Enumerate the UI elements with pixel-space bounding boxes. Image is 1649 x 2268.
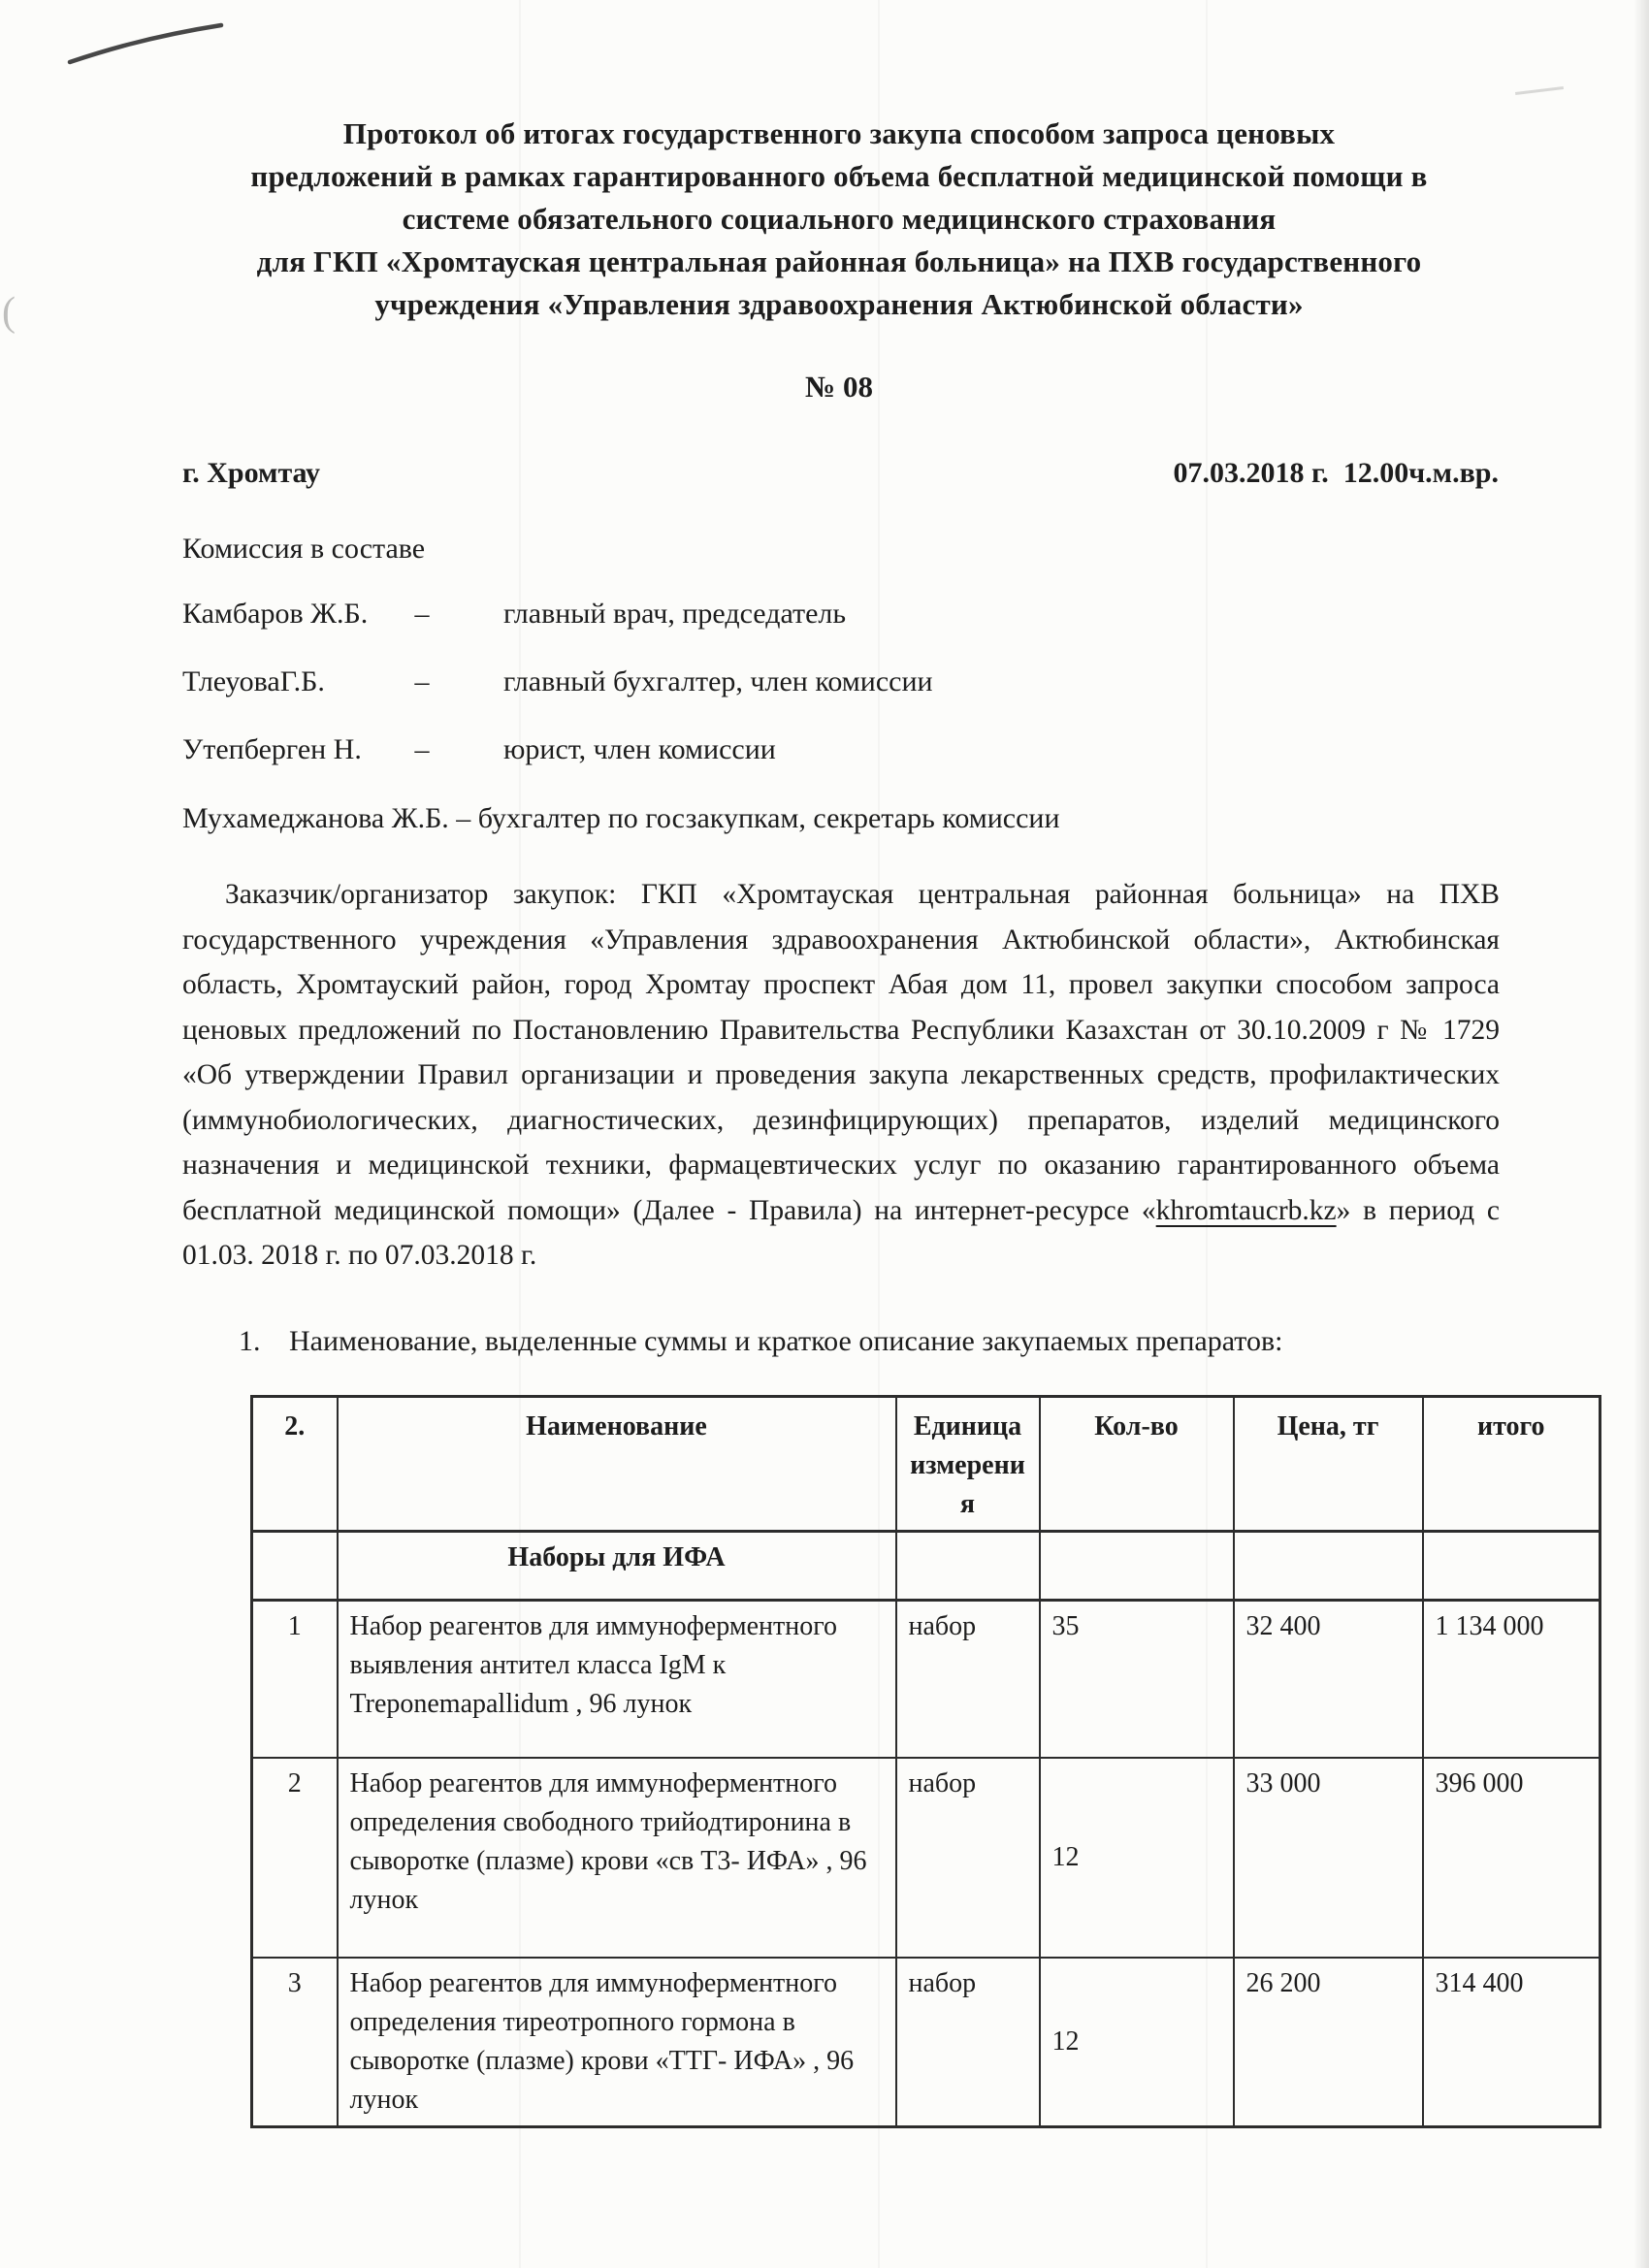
col-header-total: итого [1423, 1397, 1600, 1532]
cell-unit: набор [896, 1958, 1040, 2127]
commission-member-row [182, 733, 1443, 766]
cell-empty [896, 1532, 1040, 1601]
col-header-qty: Кол-во [1040, 1397, 1234, 1532]
date-time-label: 07.03.2018 г. 12.00ч.м.вр. [1173, 457, 1499, 489]
paragraph-text: » в период с 01.03. 2018 г. по 07.03.2018 г. [182, 1194, 1500, 1271]
cell-empty [1040, 1532, 1234, 1601]
col-header-price: Цена, тг [1234, 1397, 1423, 1532]
cell-qty: 35 [1040, 1601, 1234, 1759]
website-link: khromtaucrb.kz [1155, 1194, 1337, 1226]
cell-unit: набор [896, 1601, 1040, 1759]
cell-price: 26 200 [1234, 1958, 1423, 2127]
group-title: Наборы для ИФА [338, 1532, 896, 1601]
pen-mark-icon [64, 16, 229, 74]
cell-qty: 12 [1040, 1758, 1234, 1958]
cell-total: 1 134 000 [1423, 1601, 1600, 1759]
table-row [252, 1601, 1600, 1759]
cell-total: 314 400 [1423, 1958, 1600, 2127]
member-dash: – [414, 665, 430, 697]
table-row [252, 1958, 1600, 2127]
member-name: ТлеуоваГ.Б. [182, 665, 325, 697]
member-dash: – [414, 733, 430, 765]
cell-empty [1423, 1532, 1600, 1601]
member-role: юрист, член комиссии [503, 733, 776, 765]
cell-name: Набор реагентов для иммуноферментного определения тиреотропного гормона в сыворотке (плазме) крови «ТТГ- ИФА» , 96 лунок [338, 1958, 896, 2127]
items-table [250, 1395, 1601, 2128]
title-line: предложений в рамках гарантированного объема бесплатной медицинской помощи в [250, 159, 1428, 193]
list-text: Наименование, выделенные суммы и краткое описание закупаемых препаратов: [289, 1325, 1283, 1357]
city-date-row [182, 457, 1499, 490]
items-list-heading [239, 1325, 1283, 1358]
commission-member-row [182, 665, 1443, 698]
member-name: Утепберген Н. [182, 733, 362, 765]
cell-empty [1234, 1532, 1423, 1601]
member-role: главный врач, председатель [503, 598, 847, 630]
scan-smudge: ( [2, 290, 16, 335]
secretary-line: Мухамеджанова Ж.Б. – бухгалтер по госзакупкам, секретарь комиссии [182, 802, 1060, 834]
table-row [252, 1758, 1600, 1958]
cell-name: Набор реагентов для иммуноферментного выявления антител класса IgM к Treponemapallidum , 96 лунок [338, 1601, 896, 1759]
cell-num: 2 [252, 1758, 338, 1958]
member-name: Камбаров Ж.Б. [182, 598, 369, 630]
table-header-row [252, 1397, 1600, 1532]
doc-number: № 08 [805, 370, 873, 404]
title-line: Протокол об итогах государственного закупа способом запроса ценовых [342, 116, 1336, 150]
member-dash: – [414, 598, 430, 630]
group-row [252, 1532, 1600, 1601]
col-header-unit: Единица измерения [896, 1397, 1040, 1532]
procurement-paragraph [182, 872, 1500, 1279]
member-role: главный бухгалтер, член комиссии [503, 665, 933, 697]
cell-num: 3 [252, 1958, 338, 2127]
cell-name: Набор реагентов для иммуноферментного определения свободного трийодтиронина в сыворотке (плазме) крови «св Т3- ИФА» , 96 лунок [338, 1758, 896, 1958]
document-title [179, 113, 1499, 326]
scan-edge-shadow [1633, 0, 1649, 2268]
cell-unit: набор [896, 1758, 1040, 1958]
cell-num: 1 [252, 1601, 338, 1759]
list-number: 1. [239, 1325, 261, 1357]
title-line: системе обязательного социального медицинского страхования [402, 202, 1277, 236]
col-header-name: Наименование [338, 1397, 896, 1532]
cell-total: 396 000 [1423, 1758, 1600, 1958]
col-header-num: 2. [252, 1397, 338, 1532]
commission-heading: Комиссия в составе [182, 533, 426, 565]
commission-member-row [182, 598, 1443, 631]
cell-qty: 12 [1040, 1958, 1234, 2127]
cell-price: 32 400 [1234, 1601, 1423, 1759]
city-label: г. Хромтау [182, 457, 321, 489]
scan-smudge [1515, 86, 1564, 95]
cell-price: 33 000 [1234, 1758, 1423, 1958]
title-line: учреждения «Управления здравоохранения Актюбинской области» [374, 287, 1304, 321]
paragraph-text: Заказчик/организатор закупок: ГКП «Хромтауская центральная районная больница» на ПХВ государственного учреждения «Управления здравоохранения Актюбинской области», Актюбинская область, Хромтауский район, город Хромтау проспект Абая дом 11, провел закупки способом запроса ценовых предложений по Постановлению Правительства Республики Казахстан от 30.10.2009 г № 1729 «Об утверждении Правил организации и проведения закупа лекарственных средств, профилактических (иммунобиологических, диагностических, дезинфицирующих) препаратов, изделий медицинского назначения и медицинской техники, фармацевтических услуг по оказанию гарантированного объема бесплатной медицинской помощи» (Далее - Правила) на интернет-ресурсе « [182, 879, 1500, 1226]
title-line: для ГКП «Хромтауская центральная районная больница» на ПХВ государственного [256, 244, 1422, 278]
cell-empty [252, 1532, 338, 1601]
